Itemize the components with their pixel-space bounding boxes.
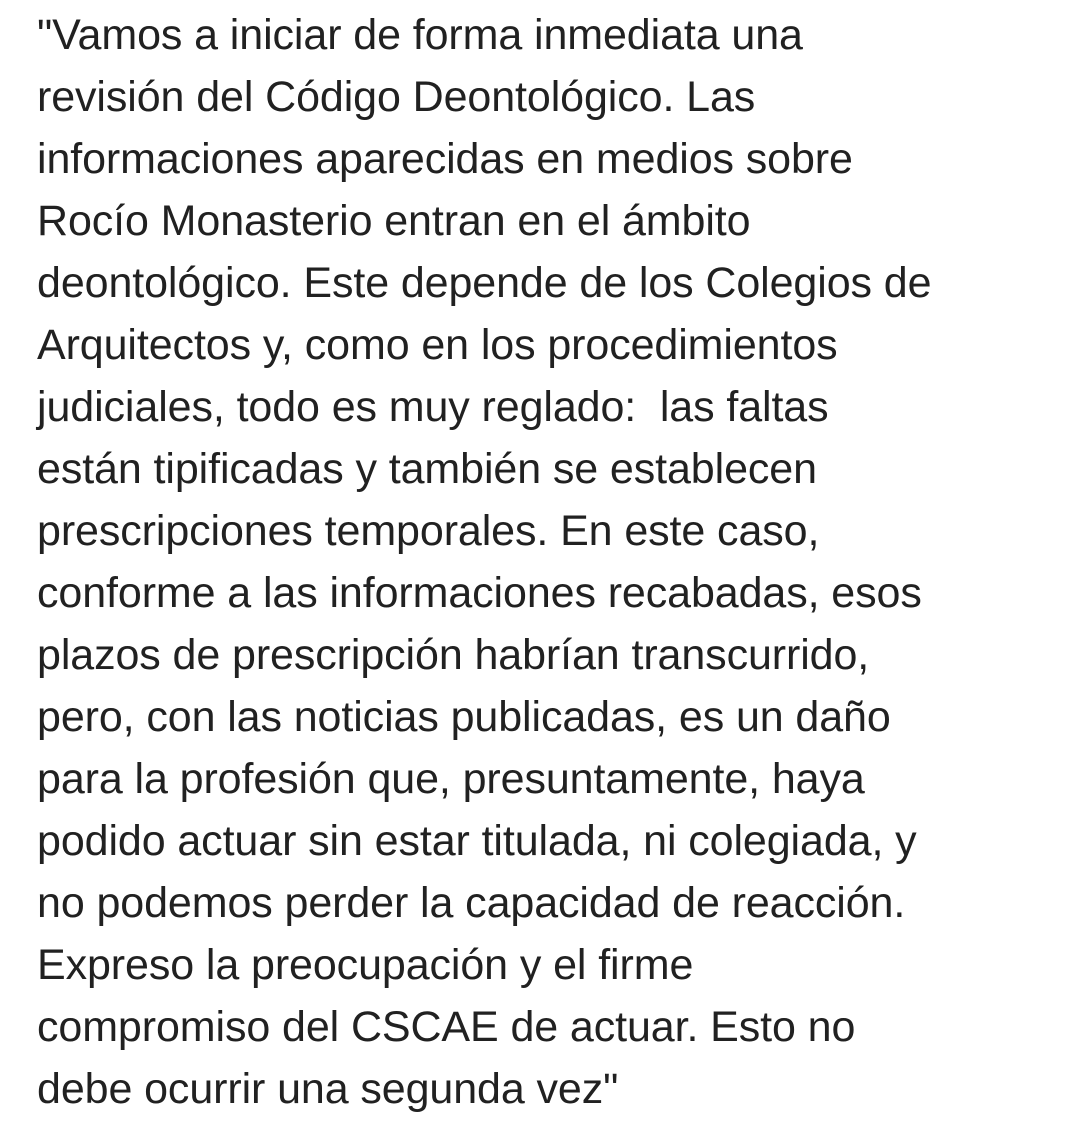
quote-line: compromiso del CSCAE de actuar. Esto no [37,1003,856,1051]
quote-line: Rocío Monasterio entran en el ámbito [37,197,751,245]
quote-line: revisión del Código Deontológico. Las [37,73,756,121]
quote-line: deontológico. Este depende de los Colegios de [37,259,932,307]
quote-line: plazos de prescripción habrían transcurrido, [37,631,870,679]
quote-line: informaciones aparecidas en medios sobre [37,135,853,183]
quote-line: para la profesión que, presuntamente, haya [37,755,865,803]
quote-line: podido actuar sin estar titulada, ni colegiada, y [37,817,917,865]
quote-line: conforme a las informaciones recabadas, esos [37,569,922,617]
quote-line: debe ocurrir una segunda vez" [37,1065,619,1113]
quote-line: no podemos perder la capacidad de reacción. [37,879,906,927]
quote-text [37,4,1067,1120]
quote-line: Arquitectos y, como en los procedimientos [37,321,838,369]
quote-line: judiciales, todo es muy reglado: las faltas [37,383,829,431]
quote-line: pero, con las noticias publicadas, es un daño [37,693,891,741]
quote-line: prescripciones temporales. En este caso, [37,507,820,555]
quote-line: Expreso la preocupación y el firme [37,941,694,989]
quote-line: están tipificadas y también se establecen [37,445,817,493]
quote-line: "Vamos a iniciar de forma inmediata una [37,11,803,59]
